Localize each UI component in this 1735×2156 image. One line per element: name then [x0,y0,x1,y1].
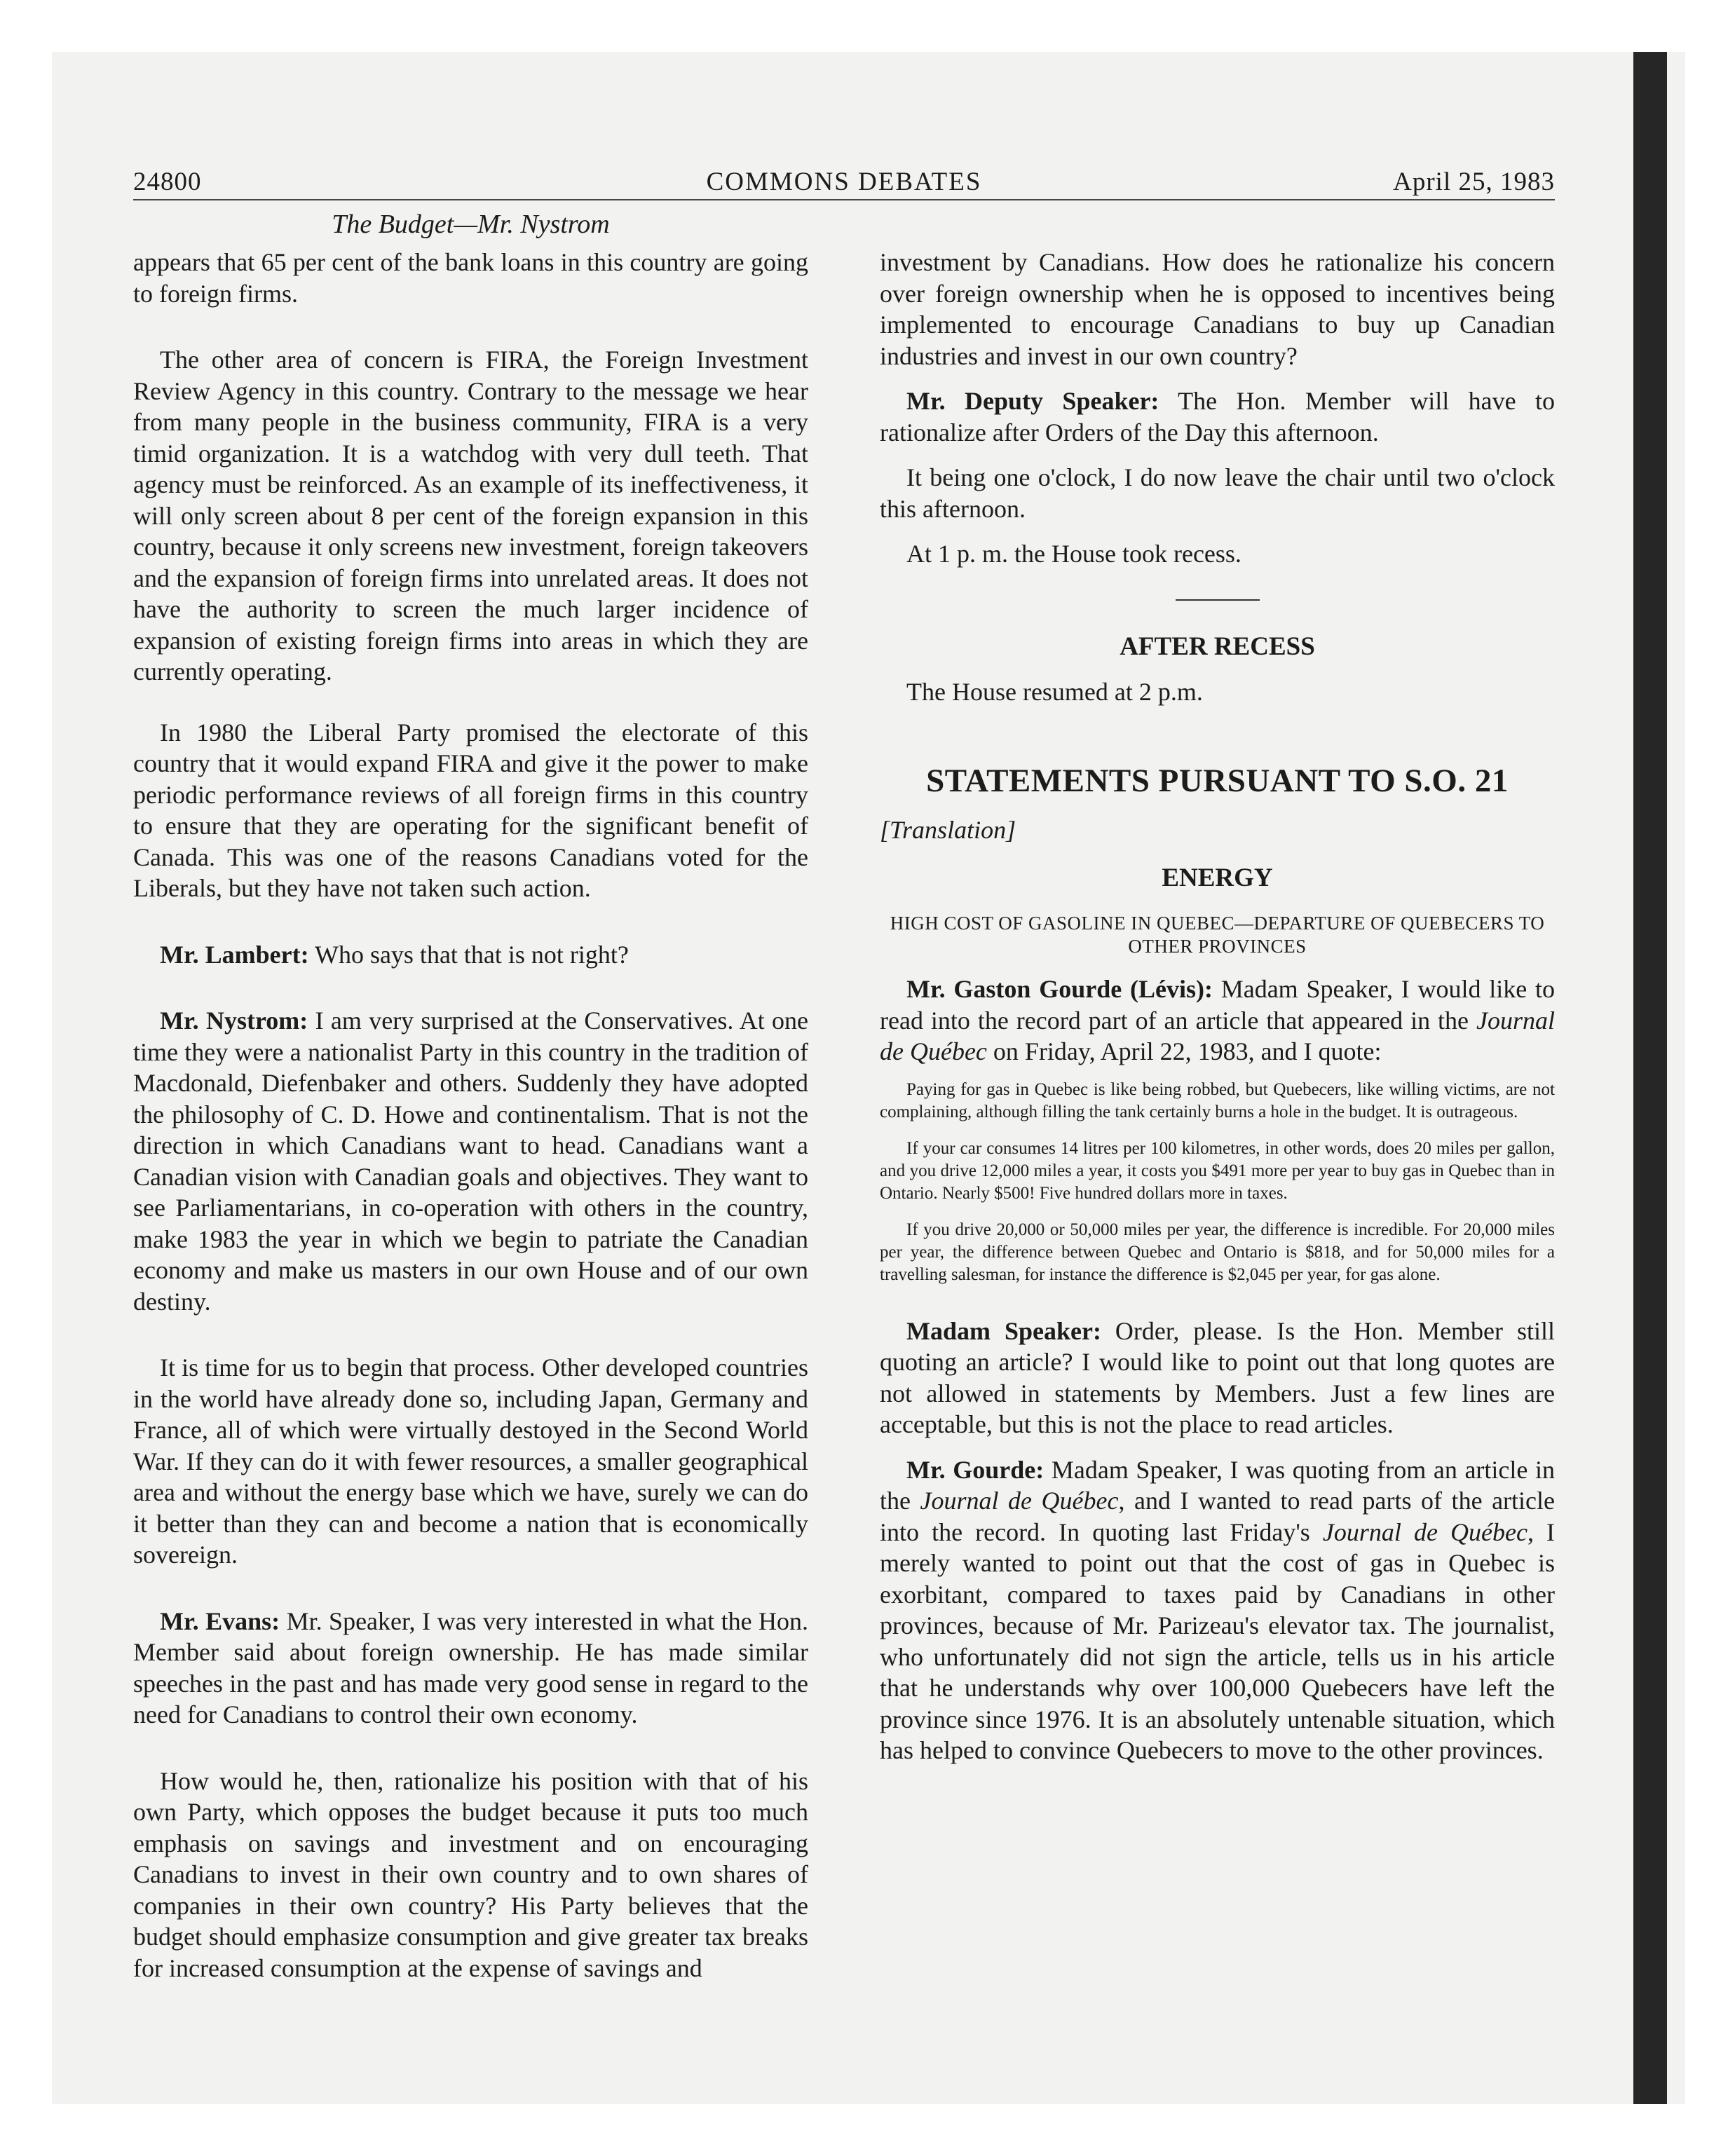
topic-heading: ENERGY [1162,863,1273,892]
page-header [133,160,1555,200]
paragraph: How would he, then, rationalize his position with that of his own Party, which opposes the budget because it puts too much emphasis on savings and investment and on encouraging Canadians to invest in their own country and to own shares of companies in their own country? His Party believes that the budget should emphasize consumption and give greater tax breaks for increased consumption at the expense of savings and [133,1766,808,1982]
section-title: STATEMENTS PURSUANT TO S.O. 21 [926,762,1509,799]
paragraph: appears that 65 per cent of the bank loans in this country are going to foreign firms. [133,248,808,308]
page-number: 24800 [133,168,202,196]
speech-text: I am very surprised at the Conservatives. At one time they were a nationalist Party in this country in the tradition of Macdonald, Diefenbaker and others. Suddenly they have adopted the philosophy of C. D. Howe and continentalism. That is not the direction in which Canadians want to head. Canadians want a Canadian vision with Canadian goals and objectives. They want to see Parliamentarians, in co-operation with others in the country, make 1983 the year in which we begin to patriate the Canadian economy and make us masters in our own House and of our own destiny. [133,1007,809,1316]
speech-text: The Hon. Member will have to rationalize after Orders of the Day this afternoon. [880,387,1555,446]
speech-text: Mr. Speaker, I was very interested in what the Hon. Member said about foreign ownership. He has made similar speeches in the past and has made very good sense in regard to the need for Canadians to control their own economy. [133,1606,808,1728]
speech-paragraph [880,974,1555,1067]
journal-name: Journal de Québec [880,1006,1555,1065]
speaker-name: Mr. Gaston Gourde (Lévis): [906,975,1213,1003]
paragraph: At 1 p. m. the House took recess. [906,540,1241,568]
speaker-name: Mr. Deputy Speaker: [906,387,1159,415]
speech-text: Madam Speaker, I was quoting from an article in the [880,1455,1555,1515]
speaker-name: Mr. Nystrom: [160,1007,308,1035]
journal-name: Journal de Québec [1322,1517,1528,1546]
translation-note: [Translation] [880,816,1016,844]
journal-title: COMMONS DEBATES [706,168,982,196]
speech-paragraph [880,1316,1555,1440]
paragraph: The House resumed at 2 p.m. [906,678,1203,706]
speaker-name: Madam Speaker: [906,1316,1101,1345]
speaker-name: Mr. Gourde: [906,1455,1045,1484]
paragraph: It is time for us to begin that process. Other developed countries in the world have already done so, including Japan, Germany and France, all of which were virtually destoyed in the Second World War. If they can do it with fewer resources, a smaller geographical area and without the energy base which we have, surely we can do it better than they can and become a nation that is economically sovereign. [133,1353,808,1569]
speaker-name: Mr. Evans: [160,1606,280,1635]
speech-text: on Friday, April 22, 1983, and I quote: [986,1037,1382,1065]
speech-text: , and I wanted to read parts of the article into the record. In quoting last Friday's [880,1487,1556,1546]
subheading: HIGH COST OF GASOLINE IN QUEBEC—DEPARTURE OF QUEBECERS TO OTHER PROVINCES [890,913,1545,957]
journal-name: Journal de Québec [920,1487,1119,1515]
scan-edge-shadow [1633,52,1667,2104]
speech-paragraph [133,1005,808,1317]
paragraph: It being one o'clock, I do now leave the chair until two o'clock this afternoon. [880,463,1555,523]
speech-text: Who says that that is not right? [308,940,629,969]
paragraph: investment by Canadians. How does he rationalize his concern over foreign ownership when he is opposed to incentives being implemented to encourage Canadians to buy up Canadian industries and invest in our own country? [880,248,1555,370]
right-column [880,247,1555,1766]
speaker-name: Mr. Lambert: [160,940,309,969]
paragraph: The other area of concern is FIRA, the Foreign Investment Review Agency in this country. Contrary to the message we hear from many people in the business community, FIRA is a very timid organization. It is a watchdog with very dull teeth. That agency must be reinforced. As an example of its ineffectiveness, it will only screen about 8 per cent of the foreign expansion in this country, because it only screens new investment, foreign takeovers and the expansion of foreign firms into unrelated areas. It does not have the authority to screen the much larger incidence of expansion of existing foreign firms into areas in which they are currently operating. [133,346,808,685]
quote-paragraph: If your car consumes 14 litres per 100 kilometres, in other words, does 20 miles per gallon, and you drive 12,000 miles a year, it costs you $491 more per year to buy gas in Quebec than in Ontario. Nearly $500! Five hundred dollars more in taxes. [880,1138,1555,1203]
quote-paragraph: If you drive 20,000 or 50,000 miles per year, the difference is incredible. For 20,000 miles per year, the difference between Quebec and Ontario is $818, and for 50,000 miles for a travelling salesman, for instance the difference is $2,045 per year, for gas alone. [880,1220,1555,1284]
section-divider [1176,599,1260,601]
speech-text: , I merely wanted to point out that the cost of gas in Quebec is exorbitant, compared to taxes paid by Canadians in other provinces, because of Mr. Parizeau's elevator tax. The journalist, who unfortunately did not sign the article, tells us in his article that he understands why over 100,000 Quebecers have left the province since 1976. It is an absolutely untenable situation, which has helped to convince Quebecers to move to the other provinces. [880,1517,1555,1764]
speech-text: Order, please. Is the Hon. Member still quoting an article? I would like to point out that long quotes are not allowed in statements by Members. Just a few lines are acceptable, but this is not the place to read articles. [880,1316,1555,1438]
header-date: April 25, 1983 [1393,168,1555,196]
speech-paragraph [133,1606,808,1731]
block-quote [880,1079,1555,1286]
left-column [133,247,808,1984]
speech-text: Madam Speaker, I would like to read into the record part of an article that appeared in the [880,975,1555,1035]
after-recess-heading: AFTER RECESS [1120,632,1315,661]
quote-paragraph: Paying for gas in Quebec is like being robbed, but Quebecers, like willing victims, are not complaining, although filling the tank certainly burns a hole in the budget. It is outrageous. [880,1079,1555,1121]
running-head: The Budget—Mr. Nystrom [332,210,610,239]
paragraph: In 1980 the Liberal Party promised the electorate of this country that it would expand FIRA and give it the power to make periodic performance reviews of all foreign firms in this country to ensure that they are operating for the significant benefit of Canada. This was one of the reasons Canadians voted for the Liberals, but they have not taken such action. [133,718,808,902]
speech-paragraph [133,939,808,971]
speech-paragraph [880,386,1555,448]
speech-paragraph [880,1454,1555,1766]
